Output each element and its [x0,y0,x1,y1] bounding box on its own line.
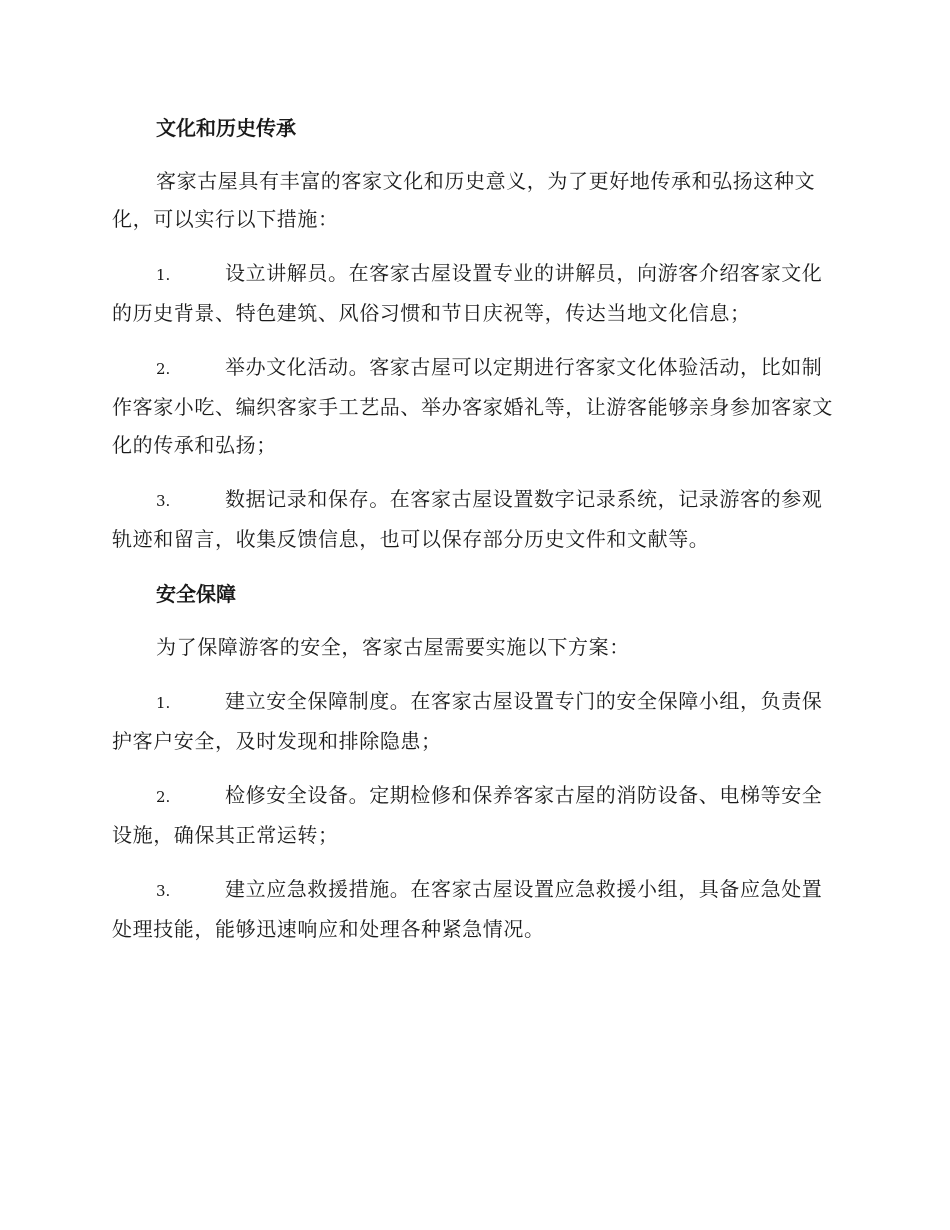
list-item [112,348,834,464]
list-item-number: 2. [156,360,171,378]
list-item-text: 建立应急救援措施。在客家古屋设置应急救援小组，具备应急处置处理技能，能够迅速响应和处理各种紧急情况。 [112,877,823,941]
list-item-number: 1. [156,694,171,712]
list-item-text: 数据记录和保存。在客家古屋设置数字记录系统，记录游客的参观轨迹和留言，收集反馈信息，也可以保存部分历史文件和文献等。 [112,487,823,551]
section-intro: 为了保障游客的安全，客家古屋需要实施以下方案： [156,635,630,659]
list-item-number: 3. [156,882,171,900]
section-culture-heritage [112,108,834,558]
section-heading: 安全保障 [156,582,236,606]
list-item-text: 建立安全保障制度。在客家古屋设置专门的安全保障小组，负责保护客户安全，及时发现和排除隐患； [112,689,823,753]
list-item [112,254,834,332]
list-item-text: 检修安全设备。定期检修和保养客家古屋的消防设备、电梯等安全设施，确保其正常运转； [112,783,823,847]
section-intro: 客家古屋具有丰富的客家文化和历史意义，为了更好地传承和弘扬这种文化，可以实行以下措施： [112,169,816,231]
list-item [112,480,834,558]
section-safety [112,574,834,948]
list-item-text: 设立讲解员。在客家古屋设置专业的讲解员，向游客介绍客家文化的历史背景、特色建筑、风俗习惯和节日庆祝等，传达当地文化信息； [112,261,823,325]
list-item [112,870,834,948]
list-item-number: 1. [156,266,171,284]
document-body [112,108,834,964]
list-item-number: 3. [156,492,171,510]
list-item-number: 2. [156,788,171,806]
list-item [112,682,834,760]
list-item-text: 举办文化活动。客家古屋可以定期进行客家文化体验活动，比如制作客家小吃、编织客家手工艺品、举办客家婚礼等，让游客能够亲身参加客家文化的传承和弘扬； [112,355,833,457]
section-heading: 文化和历史传承 [156,116,296,140]
list-item [112,776,834,854]
